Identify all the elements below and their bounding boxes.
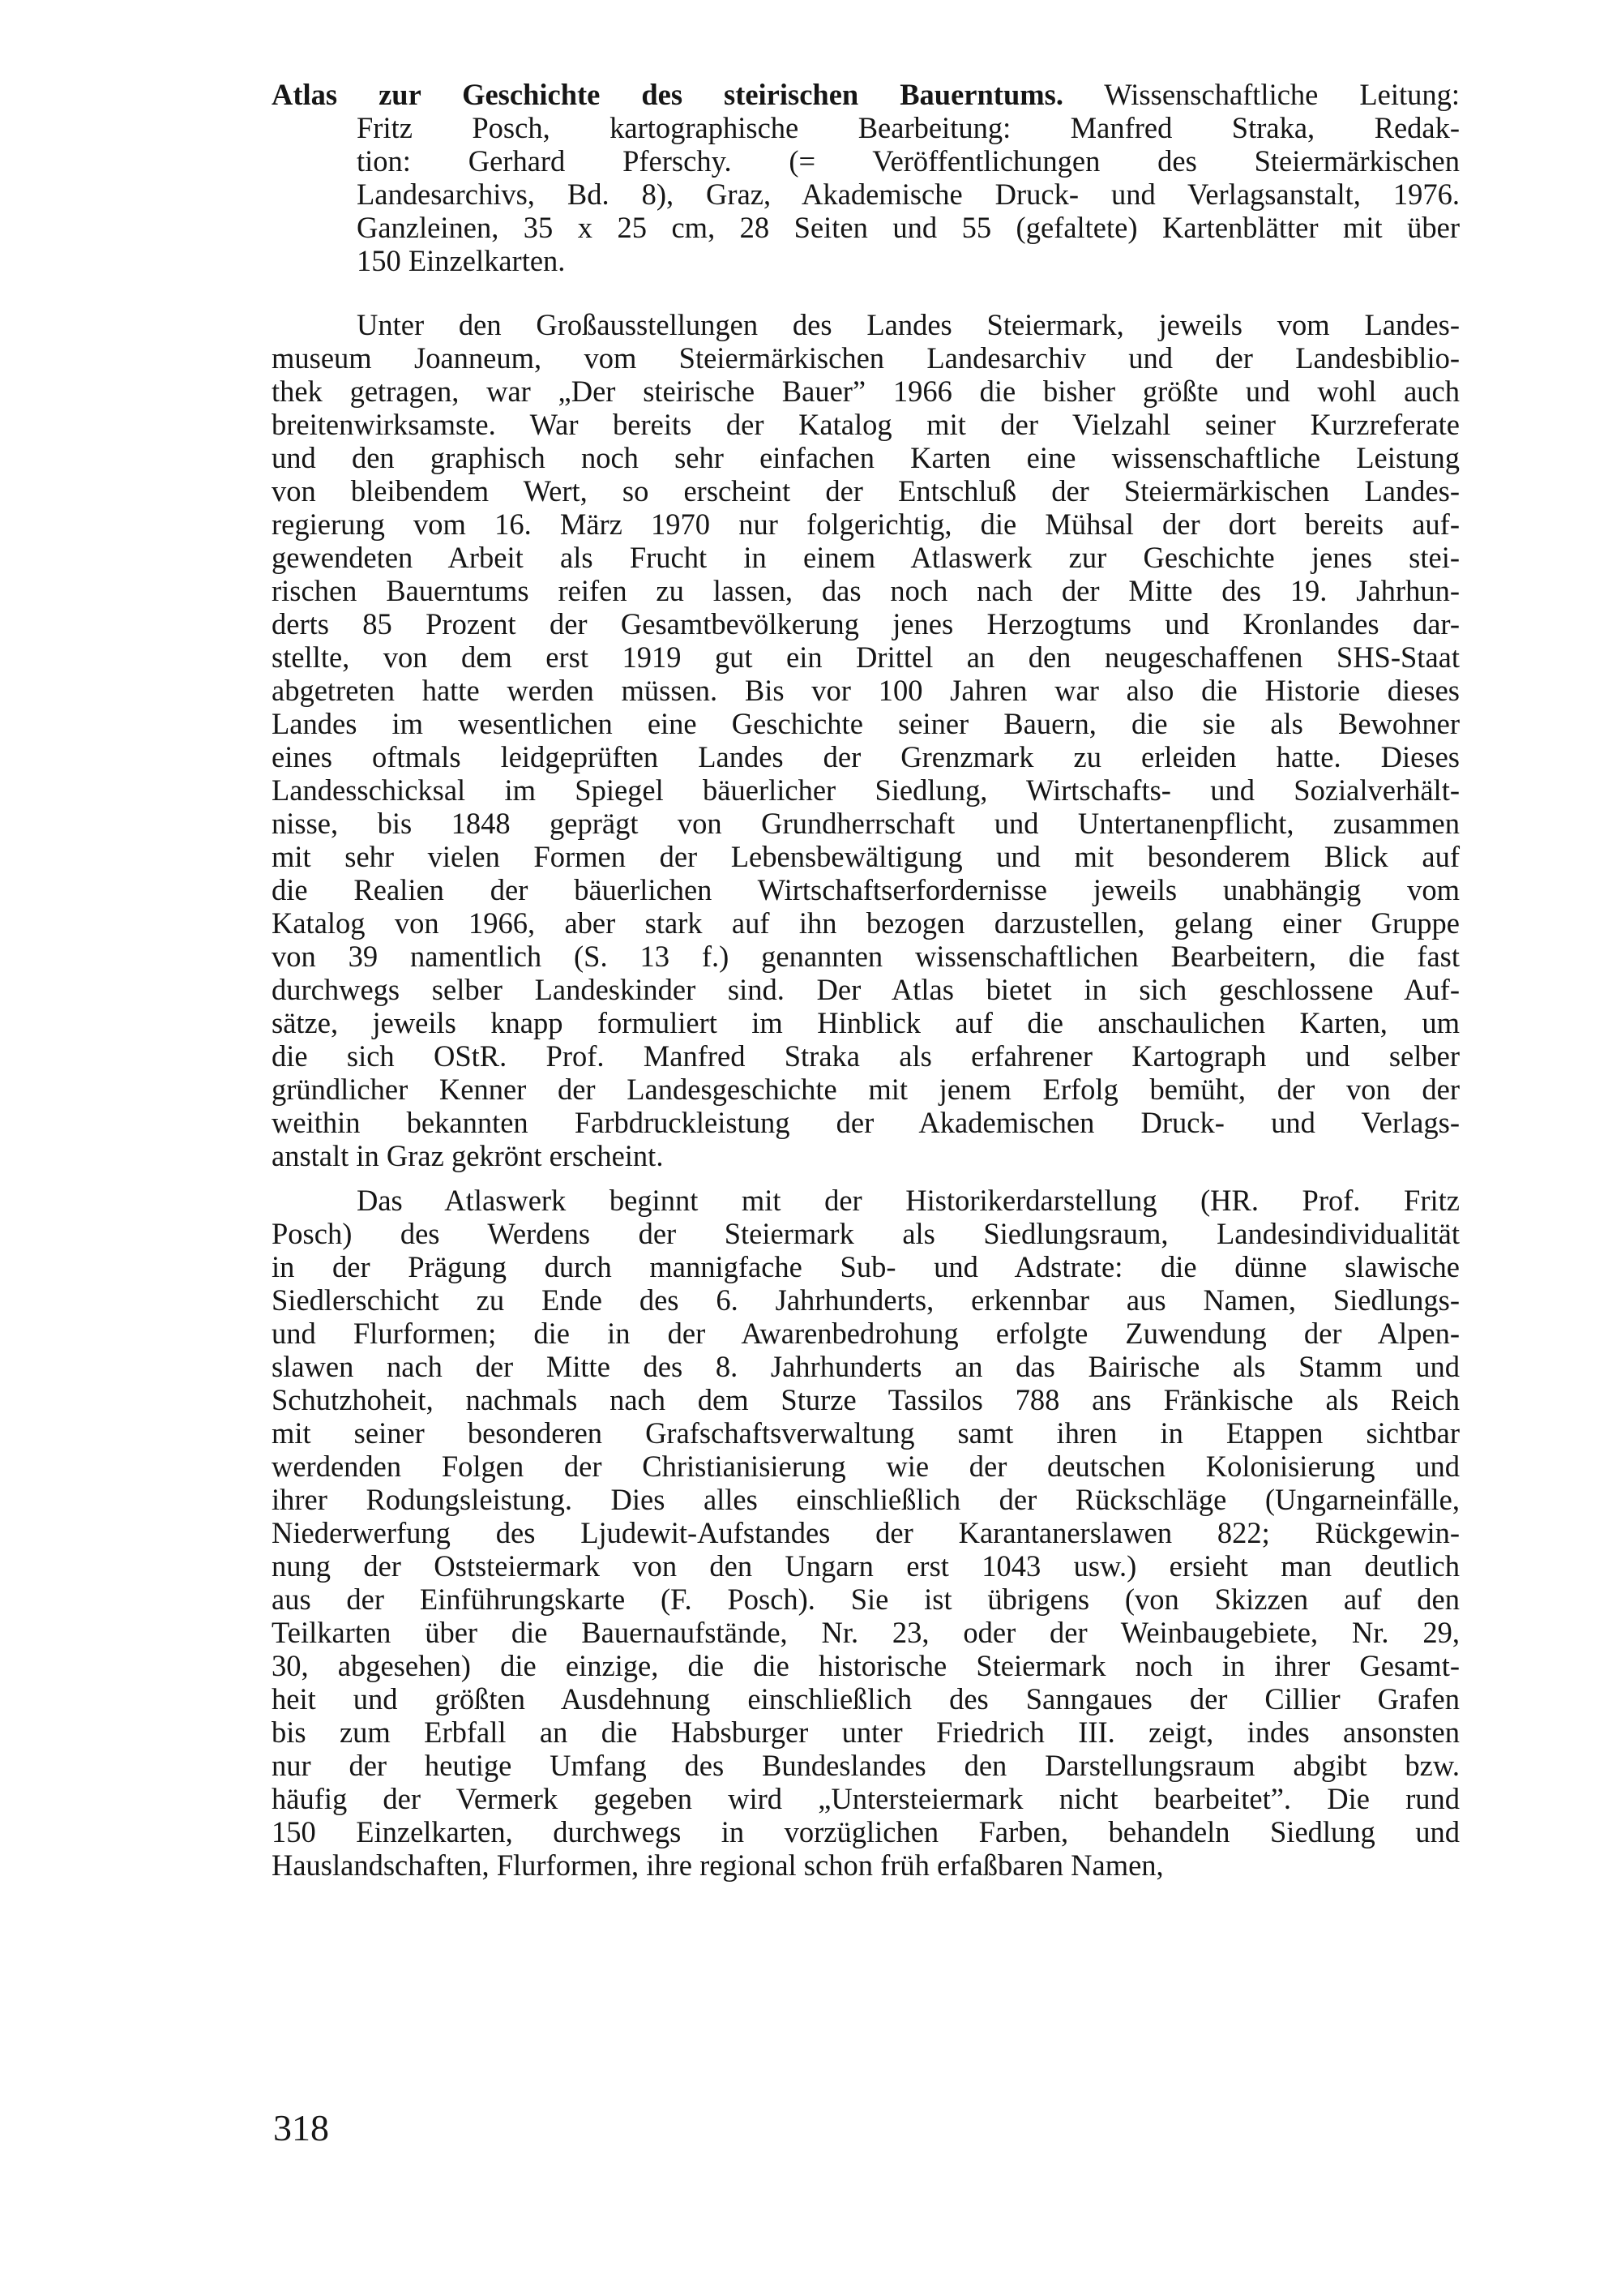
text-line: derts 85 Prozent der Gesamtbevölkerung jenes Herzogtums und Kronlandes dar- xyxy=(272,607,1460,640)
text-line: rischen Bauerntums reifen zu lassen, das noch nach der Mitte des 19. Jahrhun- xyxy=(272,574,1460,607)
text-line: abgetreten hatte werden müssen. Bis vor 100 Jahren war also die Historie dieses xyxy=(272,674,1460,707)
text-line: die Realien der bäuerlichen Wirtschaftserfordernisse jeweils unabhängig vom xyxy=(272,873,1460,906)
paragraph-2 xyxy=(272,1184,1460,1882)
text-line: häufig der Vermerk gegeben wird „Untersteiermark nicht bearbeitet”. Die rund xyxy=(272,1782,1460,1815)
text-line: 30, abgesehen) die einzige, die die historische Steiermark noch in ihrer Gesamt- xyxy=(272,1649,1460,1682)
text-line: durchwegs selber Landeskinder sind. Der Atlas bietet in sich geschlossene Auf- xyxy=(272,973,1460,1006)
paragraph-1 xyxy=(272,308,1460,1172)
text-line: die sich OStR. Prof. Manfred Straka als erfahrener Kartograph und selber xyxy=(272,1039,1460,1073)
text-line: sätze, jeweils knapp formuliert im Hinblick auf die anschaulichen Karten, um xyxy=(272,1006,1460,1039)
text-line: Landesschicksal im Spiegel bäuerlicher Siedlung, Wirtschafts- und Sozialverhält- xyxy=(272,773,1460,807)
text-line: heit und größten Ausdehnung einschließlich des Sanngaues der Cillier Grafen xyxy=(272,1682,1460,1716)
text-line: von bleibendem Wert, so erscheint der Entschluß der Steiermärkischen Landes- xyxy=(272,474,1460,508)
text-line: regierung vom 16. März 1970 nur folgerichtig, die Mühsal der dort bereits auf- xyxy=(272,508,1460,541)
text-line: und den graphisch noch sehr einfachen Karten eine wissenschaftliche Leistung xyxy=(272,441,1460,474)
text-line: Teilkarten über die Bauernaufstände, Nr. 23, oder der Weinbaugebiete, Nr. 29, xyxy=(272,1616,1460,1649)
text-line: eines oftmals leidgeprüften Landes der Grenzmark zu erleiden hatte. Dieses xyxy=(272,740,1460,773)
text-line: thek getragen, war „Der steirische Bauer” 1966 die bisher größte und wohl auch xyxy=(272,375,1460,408)
text-line: Siedlerschicht zu Ende des 6. Jahrhunderts, erkennbar aus Namen, Siedlungs- xyxy=(272,1283,1460,1317)
text-line: und Flurformen; die in der Awarenbedrohung erfolgte Zuwendung der Alpen- xyxy=(272,1317,1460,1350)
text-line: bis zum Erbfall an die Habsburger unter Friedrich III. zeigt, indes ansonsten xyxy=(272,1716,1460,1749)
text-line: in der Prägung durch mannigfache Sub- und Adstrate: die dünne slawische xyxy=(272,1250,1460,1283)
text-line: gewendeten Arbeit als Frucht in einem Atlaswerk zur Geschichte jenes stei- xyxy=(272,541,1460,574)
text-line: von 39 namentlich (S. 13 f.) genannten wissenschaftlichen Bearbeitern, die fast xyxy=(272,940,1460,973)
text-line: Hauslandschaften, Flurformen, ihre regional schon früh erfaßbaren Namen, xyxy=(272,1848,1164,1882)
text-line: ihrer Rodungsleistung. Dies alles einschließlich der Rückschläge (Ungarneinfälle, xyxy=(272,1483,1460,1516)
entry-line-0: Wissenschaftliche Leitung: xyxy=(1104,78,1460,111)
text-line: Posch) des Werdens der Steiermark als Siedlungsraum, Landesindividualität xyxy=(272,1217,1460,1250)
text-line: Schutzhoheit, nachmals nach dem Sturze Tassilos 788 ans Fränkische als Reich xyxy=(272,1383,1460,1416)
text-line: Das Atlaswerk beginnt mit der Historikerdarstellung (HR. Prof. Fritz xyxy=(357,1184,1460,1217)
entry-first-line xyxy=(272,78,1460,111)
text-line: nisse, bis 1848 geprägt von Grundherrschaft und Untertanenpflicht, zusammen xyxy=(272,807,1460,840)
text-line: museum Joanneum, vom Steiermärkischen Landesarchiv und der Landesbiblio- xyxy=(272,341,1460,375)
entry-title: Atlas zur Geschichte des steirischen Bauerntums. xyxy=(272,78,1063,111)
text-line: gründlicher Kenner der Landesgeschichte mit jenem Erfolg bemüht, der von der xyxy=(272,1073,1460,1106)
text-line: aus der Einführungskarte (F. Posch). Sie ist übrigens (von Skizzen auf den xyxy=(272,1583,1460,1616)
text-line: anstalt in Graz gekrönt erscheint. xyxy=(272,1139,664,1172)
text-line: slawen nach der Mitte des 8. Jahrhunderts an das Bairische als Stamm und xyxy=(272,1350,1460,1383)
text-line: Katalog von 1966, aber stark auf ihn bezogen darzustellen, gelang einer Gruppe xyxy=(272,906,1460,940)
text-line: stellte, von dem erst 1919 gut ein Drittel an den neugeschaffenen SHS-Staat xyxy=(272,640,1460,674)
text-line: 150 Einzelkarten, durchwegs in vorzüglichen Farben, behandeln Siedlung und xyxy=(272,1815,1460,1848)
text-line: breitenwirksamste. War bereits der Katalog mit der Vielzahl seiner Kurzreferate xyxy=(272,408,1460,441)
text-line: mit sehr vielen Formen der Lebensbewältigung und mit besonderem Blick auf xyxy=(272,840,1460,873)
entry-line: 150 Einzelkarten. xyxy=(357,244,566,277)
page-body xyxy=(272,78,1460,1893)
text-line: nung der Oststeiermark von den Ungarn erst 1043 usw.) ersieht man deutlich xyxy=(272,1549,1460,1583)
text-line: mit seiner besonderen Grafschaftsverwaltung samt ihren in Etappen sichtbar xyxy=(272,1416,1460,1450)
text-line: nur der heutige Umfang des Bundeslandes den Darstellungsraum abgibt bzw. xyxy=(272,1749,1460,1782)
text-line: Unter den Großausstellungen des Landes Steiermark, jeweils vom Landes- xyxy=(357,308,1460,341)
text-line: weithin bekannten Farbdruckleistung der Akademischen Druck- und Verlags- xyxy=(272,1106,1460,1139)
text-line: Landes im wesentlichen eine Geschichte seiner Bauern, die sie als Bewohner xyxy=(272,707,1460,740)
page-number: 318 xyxy=(273,2107,329,2148)
bibliographic-entry xyxy=(272,78,1460,277)
entry-line: Fritz Posch, kartographische Bearbeitung: Manfred Straka, Redak- xyxy=(357,111,1460,144)
entry-line: tion: Gerhard Pferschy. (= Veröffentlichungen des Steiermärkischen xyxy=(357,144,1460,178)
text-line: werdenden Folgen der Christianisierung wie der deutschen Kolonisierung und xyxy=(272,1450,1460,1483)
entry-line: Landesarchivs, Bd. 8), Graz, Akademische Druck- und Verlagsanstalt, 1976. xyxy=(357,178,1460,211)
entry-line: Ganzleinen, 35 x 25 cm, 28 Seiten und 55 (gefaltete) Kartenblätter mit über xyxy=(357,211,1460,244)
text-line: Niederwerfung des Ljudewit-Aufstandes der Karantanerslawen 822; Rückgewin- xyxy=(272,1516,1460,1549)
